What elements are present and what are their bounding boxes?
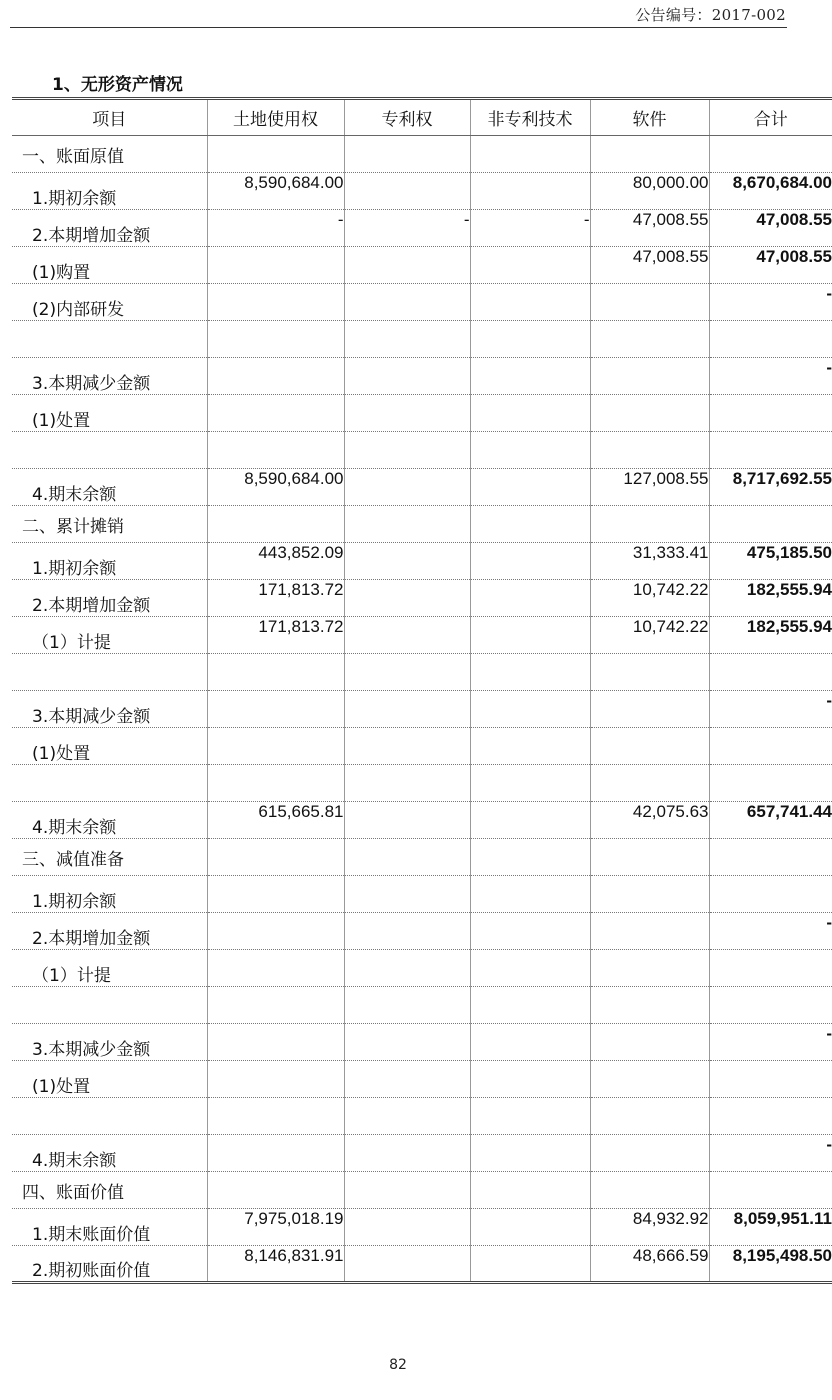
- cell-item-label: 3.本期减少金额: [12, 358, 207, 395]
- cell-non-patent-tech: [470, 321, 590, 358]
- header-item: 项目: [12, 99, 207, 136]
- cell-non-patent-tech: [470, 1135, 590, 1172]
- cell-patent: [344, 1135, 470, 1172]
- cell-total: [709, 1098, 832, 1135]
- header-total: 合计: [709, 99, 832, 136]
- cell-non-patent-tech: [470, 469, 590, 506]
- cell-patent: [344, 987, 470, 1024]
- cell-total: [709, 136, 832, 173]
- cell-non-patent-tech: [470, 1061, 590, 1098]
- cell-total: [709, 395, 832, 432]
- cell-software: [590, 1172, 709, 1209]
- cell-land-use-right: [207, 506, 344, 543]
- cell-software: 31,333.41: [590, 543, 709, 580]
- cell-item-label: 2.本期增加金额: [12, 210, 207, 247]
- cell-patent: [344, 395, 470, 432]
- cell-software: [590, 1061, 709, 1098]
- cell-non-patent-tech: [470, 136, 590, 173]
- cell-total: -: [709, 284, 832, 321]
- cell-non-patent-tech: [470, 987, 590, 1024]
- cell-land-use-right: [207, 654, 344, 691]
- table-body: [12, 136, 832, 1283]
- cell-land-use-right: 443,852.09: [207, 543, 344, 580]
- cell-land-use-right: [207, 950, 344, 987]
- cell-non-patent-tech: [470, 691, 590, 728]
- cell-software: 80,000.00: [590, 173, 709, 210]
- cell-land-use-right: 7,975,018.19: [207, 1209, 344, 1246]
- table-row: [12, 1209, 832, 1246]
- cell-non-patent-tech: [470, 247, 590, 284]
- cell-software: [590, 395, 709, 432]
- cell-land-use-right: [207, 1172, 344, 1209]
- table-row: [12, 1061, 832, 1098]
- cell-item-label: [12, 987, 207, 1024]
- cell-non-patent-tech: [470, 728, 590, 765]
- cell-land-use-right: 615,665.81: [207, 802, 344, 839]
- cell-software: [590, 765, 709, 802]
- cell-total: [709, 876, 832, 913]
- cell-non-patent-tech: [470, 839, 590, 876]
- cell-item-label: （1）计提: [12, 950, 207, 987]
- cell-software: [590, 1098, 709, 1135]
- cell-patent: [344, 284, 470, 321]
- cell-non-patent-tech: [470, 284, 590, 321]
- cell-item-label: 1.期初余额: [12, 876, 207, 913]
- cell-total: [709, 506, 832, 543]
- cell-non-patent-tech: -: [470, 210, 590, 247]
- cell-patent: [344, 1098, 470, 1135]
- cell-total: 182,555.94: [709, 617, 832, 654]
- cell-software: [590, 1135, 709, 1172]
- header-land-use-right: 土地使用权: [207, 99, 344, 136]
- table-header-row: [12, 99, 832, 136]
- cell-patent: [344, 1209, 470, 1246]
- cell-item-label: [12, 1098, 207, 1135]
- cell-total: 657,741.44: [709, 802, 832, 839]
- cell-land-use-right: [207, 876, 344, 913]
- table-row: [12, 358, 832, 395]
- cell-software: [590, 876, 709, 913]
- cell-non-patent-tech: [470, 173, 590, 210]
- cell-non-patent-tech: [470, 802, 590, 839]
- cell-patent: [344, 543, 470, 580]
- cell-item-label: (2)内部研发: [12, 284, 207, 321]
- cell-software: [590, 284, 709, 321]
- table-blank-row: [12, 1098, 832, 1135]
- cell-item-label: [12, 321, 207, 358]
- cell-item-label: [12, 654, 207, 691]
- cell-item-label: 3.本期减少金额: [12, 691, 207, 728]
- cell-item-label: 4.期末余额: [12, 1135, 207, 1172]
- cell-item-label: [12, 765, 207, 802]
- table-row: [12, 543, 832, 580]
- cell-non-patent-tech: [470, 395, 590, 432]
- header-patent: 专利权: [344, 99, 470, 136]
- cell-total: -: [709, 691, 832, 728]
- cell-software: 42,075.63: [590, 802, 709, 839]
- cell-land-use-right: [207, 395, 344, 432]
- cell-land-use-right: [207, 284, 344, 321]
- table-row: [12, 469, 832, 506]
- table-section-row: [12, 136, 832, 173]
- cell-total: 47,008.55: [709, 210, 832, 247]
- cell-non-patent-tech: [470, 1172, 590, 1209]
- cell-land-use-right: -: [207, 210, 344, 247]
- cell-land-use-right: [207, 136, 344, 173]
- cell-software: [590, 321, 709, 358]
- cell-patent: [344, 950, 470, 987]
- cell-patent: [344, 136, 470, 173]
- cell-software: [590, 987, 709, 1024]
- cell-non-patent-tech: [470, 1024, 590, 1061]
- cell-patent: [344, 654, 470, 691]
- cell-non-patent-tech: [470, 950, 590, 987]
- cell-patent: [344, 876, 470, 913]
- table-blank-row: [12, 321, 832, 358]
- cell-patent: [344, 173, 470, 210]
- cell-patent: [344, 913, 470, 950]
- table-blank-row: [12, 765, 832, 802]
- cell-total: [709, 321, 832, 358]
- cell-patent: [344, 1172, 470, 1209]
- cell-total: -: [709, 1024, 832, 1061]
- table-row: [12, 691, 832, 728]
- cell-patent: [344, 765, 470, 802]
- table-row: [12, 802, 832, 839]
- table-row: [12, 1024, 832, 1061]
- table-row: [12, 876, 832, 913]
- cell-land-use-right: 171,813.72: [207, 617, 344, 654]
- cell-total: [709, 839, 832, 876]
- cell-total: 182,555.94: [709, 580, 832, 617]
- cell-software: [590, 432, 709, 469]
- cell-patent: [344, 617, 470, 654]
- cell-non-patent-tech: [470, 1246, 590, 1283]
- intangible-assets-table: [12, 97, 832, 1284]
- cell-item-label: 4.期末余额: [12, 469, 207, 506]
- cell-land-use-right: [207, 839, 344, 876]
- cell-total: [709, 765, 832, 802]
- cell-land-use-right: [207, 1061, 344, 1098]
- cell-total: [709, 1061, 832, 1098]
- cell-land-use-right: [207, 1135, 344, 1172]
- cell-item-label: 1.期初余额: [12, 543, 207, 580]
- cell-land-use-right: 8,146,831.91: [207, 1246, 344, 1283]
- cell-item-label: 2.本期增加金额: [12, 913, 207, 950]
- cell-non-patent-tech: [470, 580, 590, 617]
- cell-total: 475,185.50: [709, 543, 832, 580]
- cell-patent: [344, 506, 470, 543]
- cell-total: 8,717,692.55: [709, 469, 832, 506]
- cell-land-use-right: 171,813.72: [207, 580, 344, 617]
- cell-land-use-right: [207, 432, 344, 469]
- table-row: [12, 395, 832, 432]
- cell-patent: [344, 580, 470, 617]
- cell-non-patent-tech: [470, 506, 590, 543]
- cell-total: [709, 654, 832, 691]
- cell-item-label: 三、减值准备: [12, 839, 207, 876]
- cell-item-label: 一、账面原值: [12, 136, 207, 173]
- cell-non-patent-tech: [470, 432, 590, 469]
- cell-non-patent-tech: [470, 543, 590, 580]
- cell-non-patent-tech: [470, 654, 590, 691]
- cell-item-label: 2.本期增加金额: [12, 580, 207, 617]
- cell-land-use-right: [207, 1024, 344, 1061]
- cell-total: [709, 1172, 832, 1209]
- cell-software: [590, 654, 709, 691]
- cell-patent: [344, 358, 470, 395]
- cell-item-label: （1）计提: [12, 617, 207, 654]
- cell-item-label: (1)购置: [12, 247, 207, 284]
- cell-software: [590, 839, 709, 876]
- cell-land-use-right: 8,590,684.00: [207, 173, 344, 210]
- table-row: [12, 617, 832, 654]
- cell-land-use-right: [207, 765, 344, 802]
- cell-software: [590, 136, 709, 173]
- cell-total: 47,008.55: [709, 247, 832, 284]
- table-section-row: [12, 1172, 832, 1209]
- cell-item-label: (1)处置: [12, 395, 207, 432]
- announcement-number: 公告编号：2017-002: [635, 6, 786, 24]
- cell-patent: [344, 1061, 470, 1098]
- cell-software: [590, 358, 709, 395]
- table-row: [12, 950, 832, 987]
- section-title: 1、无形资产情况: [52, 75, 183, 95]
- cell-patent: -: [344, 210, 470, 247]
- cell-patent: [344, 691, 470, 728]
- cell-item-label: 四、账面价值: [12, 1172, 207, 1209]
- cell-non-patent-tech: [470, 617, 590, 654]
- cell-item-label: 1.期末账面价值: [12, 1209, 207, 1246]
- cell-patent: [344, 432, 470, 469]
- cell-non-patent-tech: [470, 876, 590, 913]
- cell-software: [590, 506, 709, 543]
- table-section-row: [12, 506, 832, 543]
- cell-land-use-right: [207, 321, 344, 358]
- cell-land-use-right: [207, 247, 344, 284]
- cell-patent: [344, 247, 470, 284]
- cell-patent: [344, 802, 470, 839]
- cell-software: [590, 950, 709, 987]
- cell-total: -: [709, 913, 832, 950]
- table-row: [12, 1246, 832, 1283]
- cell-total: [709, 987, 832, 1024]
- cell-patent: [344, 469, 470, 506]
- header-non-patent-tech: 非专利技术: [470, 99, 590, 136]
- table-blank-row: [12, 654, 832, 691]
- cell-land-use-right: [207, 913, 344, 950]
- cell-non-patent-tech: [470, 765, 590, 802]
- cell-item-label: 2.期初账面价值: [12, 1246, 207, 1283]
- cell-total: 8,059,951.11: [709, 1209, 832, 1246]
- cell-land-use-right: 8,590,684.00: [207, 469, 344, 506]
- cell-total: [709, 432, 832, 469]
- cell-non-patent-tech: [470, 1209, 590, 1246]
- header-software: 软件: [590, 99, 709, 136]
- cell-item-label: (1)处置: [12, 728, 207, 765]
- cell-land-use-right: [207, 987, 344, 1024]
- cell-software: [590, 728, 709, 765]
- cell-land-use-right: [207, 1098, 344, 1135]
- table-row: [12, 913, 832, 950]
- cell-non-patent-tech: [470, 358, 590, 395]
- cell-software: 127,008.55: [590, 469, 709, 506]
- cell-item-label: 4.期末余额: [12, 802, 207, 839]
- cell-total: 8,670,684.00: [709, 173, 832, 210]
- cell-item-label: 3.本期减少金额: [12, 1024, 207, 1061]
- cell-total: -: [709, 1135, 832, 1172]
- table-row: [12, 210, 832, 247]
- cell-software: 10,742.22: [590, 617, 709, 654]
- table-blank-row: [12, 987, 832, 1024]
- table-row: [12, 173, 832, 210]
- cell-item-label: 二、累计摊销: [12, 506, 207, 543]
- header-divider: [10, 27, 787, 28]
- cell-non-patent-tech: [470, 1098, 590, 1135]
- cell-land-use-right: [207, 728, 344, 765]
- page-number: 82: [389, 1357, 407, 1373]
- cell-patent: [344, 839, 470, 876]
- cell-total: 8,195,498.50: [709, 1246, 832, 1283]
- cell-software: [590, 913, 709, 950]
- cell-software: [590, 691, 709, 728]
- cell-patent: [344, 321, 470, 358]
- cell-total: -: [709, 358, 832, 395]
- cell-software: 47,008.55: [590, 210, 709, 247]
- cell-item-label: (1)处置: [12, 1061, 207, 1098]
- cell-software: 48,666.59: [590, 1246, 709, 1283]
- table-row: [12, 247, 832, 284]
- table-row: [12, 728, 832, 765]
- cell-land-use-right: [207, 358, 344, 395]
- table-row: [12, 580, 832, 617]
- table-row: [12, 1135, 832, 1172]
- table-blank-row: [12, 432, 832, 469]
- table-section-row: [12, 839, 832, 876]
- cell-patent: [344, 728, 470, 765]
- table-row: [12, 284, 832, 321]
- cell-land-use-right: [207, 691, 344, 728]
- cell-patent: [344, 1024, 470, 1061]
- cell-software: 84,932.92: [590, 1209, 709, 1246]
- cell-patent: [344, 1246, 470, 1283]
- cell-non-patent-tech: [470, 913, 590, 950]
- cell-software: [590, 1024, 709, 1061]
- cell-item-label: 1.期初余额: [12, 173, 207, 210]
- cell-software: 10,742.22: [590, 580, 709, 617]
- cell-software: 47,008.55: [590, 247, 709, 284]
- cell-item-label: [12, 432, 207, 469]
- cell-total: [709, 728, 832, 765]
- cell-total: [709, 950, 832, 987]
